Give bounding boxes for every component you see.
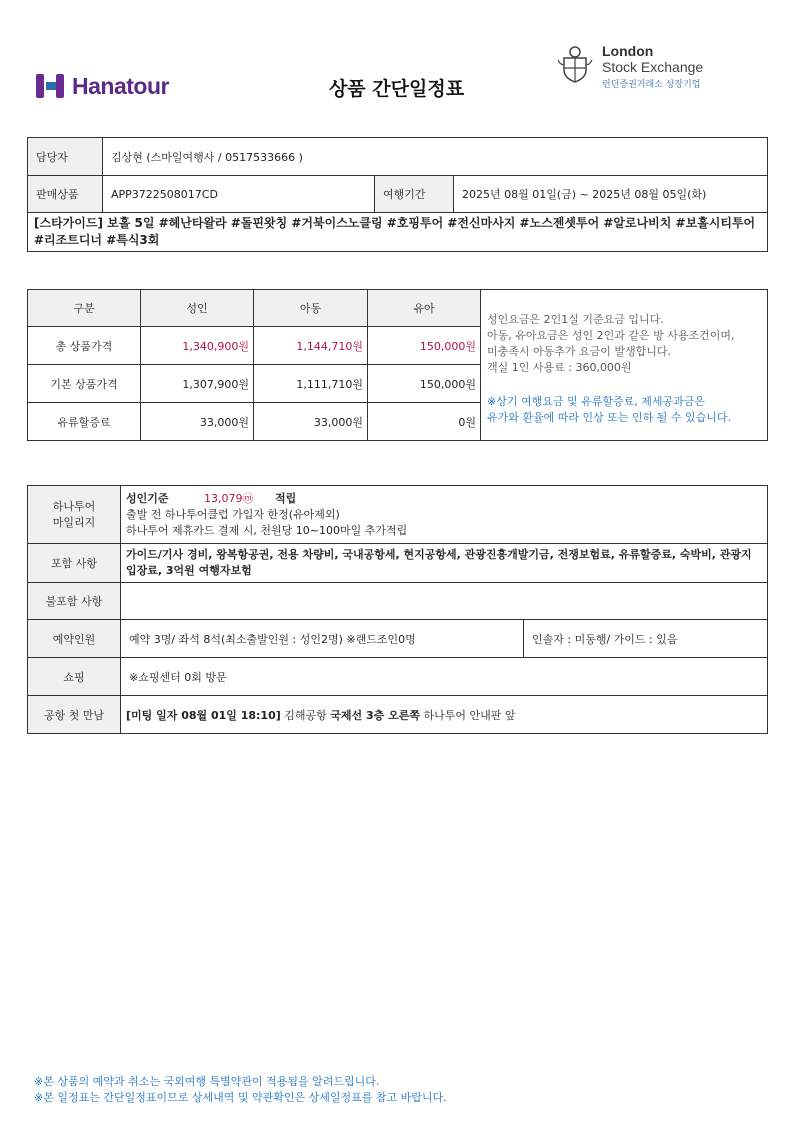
- header-infant: 유아: [368, 290, 481, 327]
- manager-value: 김상현 (스마일여행사 / 0517533666 ): [103, 138, 768, 176]
- price-note: 성인요금은 2인1실 기준요금 입니다.: [487, 313, 664, 326]
- meeting-time: [미팅 일자 08월 01일 18:10]: [126, 708, 281, 722]
- fuel-infant: 0원: [368, 403, 481, 441]
- total-child: 1,144,710원: [254, 327, 368, 365]
- lse-line3: 런던증권거래소 상장기업: [602, 80, 701, 90]
- include-label: 포함 사항: [28, 544, 121, 583]
- page-title: 상품 간단일정표: [328, 78, 465, 100]
- price-note: 미충족시 아동추가 요금이 발생합니다.: [487, 345, 672, 358]
- product-tags: [스타가이드] 보홀 5일 #헤난타왈라 #돌핀왓칭 #거북이스노클링 #호핑투어 #전신마사지 #노스젠셋투어 #알로나비치 #보홀시티투어 #리조트디너 #특식3회: [28, 213, 768, 252]
- mileage-value: [121, 486, 768, 544]
- product-label: 판매상품: [28, 176, 103, 213]
- price-notes: [481, 290, 768, 441]
- mileage-condition: 출발 전 하나투어클럽 가입자 한정(유아제외): [126, 507, 340, 521]
- footer-notes: [34, 1074, 447, 1106]
- meeting-label: 공항 첫 만남: [28, 696, 121, 734]
- booking-value: 예약 3명/ 좌석 8석(최소출발인원 : 성인2명) ※랜드조인0명: [121, 620, 524, 658]
- details-table: [27, 485, 768, 734]
- shopping-value: ※쇼핑센터 0회 방문: [121, 658, 768, 696]
- price-table: [27, 289, 768, 441]
- header-category: 구분: [28, 290, 141, 327]
- footer-line: ※본 일정표는 간단일정표이므로 상세내역 및 약관확인은 상세일정표를 참고 바랍니다.: [34, 1091, 447, 1104]
- price-note: 객실 1인 사용료 : 360,000원: [487, 361, 632, 374]
- manager-label: 담당자: [28, 138, 103, 176]
- base-adult: 1,307,900원: [141, 365, 254, 403]
- row-label: 기본 상품가격: [28, 365, 141, 403]
- price-note-warning: ※상기 여행요금 및 유류할증료, 제세공과금은: [487, 395, 705, 408]
- mileage-earn: 적립: [275, 491, 297, 505]
- row-label: 유류할증료: [28, 403, 141, 441]
- lse-line1: London: [602, 43, 654, 59]
- crest-icon: [556, 44, 594, 84]
- price-note: 아동, 유아요금은 성인 2인과 같은 방 사용조건이며,: [487, 329, 735, 342]
- exclude-value: [121, 583, 768, 620]
- mileage-amount: 13,079ⓜ: [204, 491, 254, 505]
- total-adult: 1,340,900원: [141, 327, 254, 365]
- mileage-label-line: 하나투어: [52, 499, 96, 513]
- logo-text: Hanatour: [72, 72, 169, 99]
- include-value: 가이드/기사 경비, 왕복항공권, 전용 차량비, 국내공항세, 현지공항세, 관광진흥개발기금, 전쟁보험료, 유류할증료, 숙박비, 관광지 입장료, 3억원 여행자보험: [121, 544, 768, 583]
- header-adult: 성인: [141, 290, 254, 327]
- mileage-label-line: 마일리지: [52, 515, 96, 529]
- shopping-label: 쇼핑: [28, 658, 121, 696]
- mileage-basis: 성인기준: [126, 491, 169, 505]
- lse-line2: Stock Exchange: [602, 59, 704, 75]
- info-table: [27, 137, 768, 252]
- meeting-value: [121, 696, 768, 734]
- product-value: APP3722508017CD: [103, 176, 375, 213]
- footer-line: ※본 상품의 예약과 취소는 국외여행 특별약관이 적용됨을 알려드립니다.: [34, 1075, 380, 1088]
- base-infant: 150,000원: [368, 365, 481, 403]
- fuel-adult: 33,000원: [141, 403, 254, 441]
- guide-value: 인솔자 : 미동행/ 가이드 : 있음: [524, 620, 768, 658]
- row-label: 총 상품가격: [28, 327, 141, 365]
- period-label: 여행기간: [375, 176, 454, 213]
- base-child: 1,111,710원: [254, 365, 368, 403]
- meeting-spot: 하나투어 안내판 앞: [423, 708, 516, 722]
- total-infant: 150,000원: [368, 327, 481, 365]
- booking-label: 예약인원: [28, 620, 121, 658]
- meeting-airport: 김해공항: [284, 708, 327, 722]
- mileage-card: 하나투어 제휴카드 결제 시, 천원당 10~100마일 추가적립: [126, 523, 408, 537]
- fuel-child: 33,000원: [254, 403, 368, 441]
- lse-logo: [556, 44, 703, 90]
- mileage-label: [28, 486, 121, 544]
- exclude-label: 불포함 사항: [28, 583, 121, 620]
- meeting-terminal: 국제선 3층 오른쪽: [330, 708, 420, 722]
- period-value: 2025년 08월 01일(금) ~ 2025년 08월 05일(화): [454, 176, 768, 213]
- header-child: 아동: [254, 290, 368, 327]
- price-note-warning: 유가와 환율에 따라 인상 또는 인하 될 수 있습니다.: [487, 411, 731, 424]
